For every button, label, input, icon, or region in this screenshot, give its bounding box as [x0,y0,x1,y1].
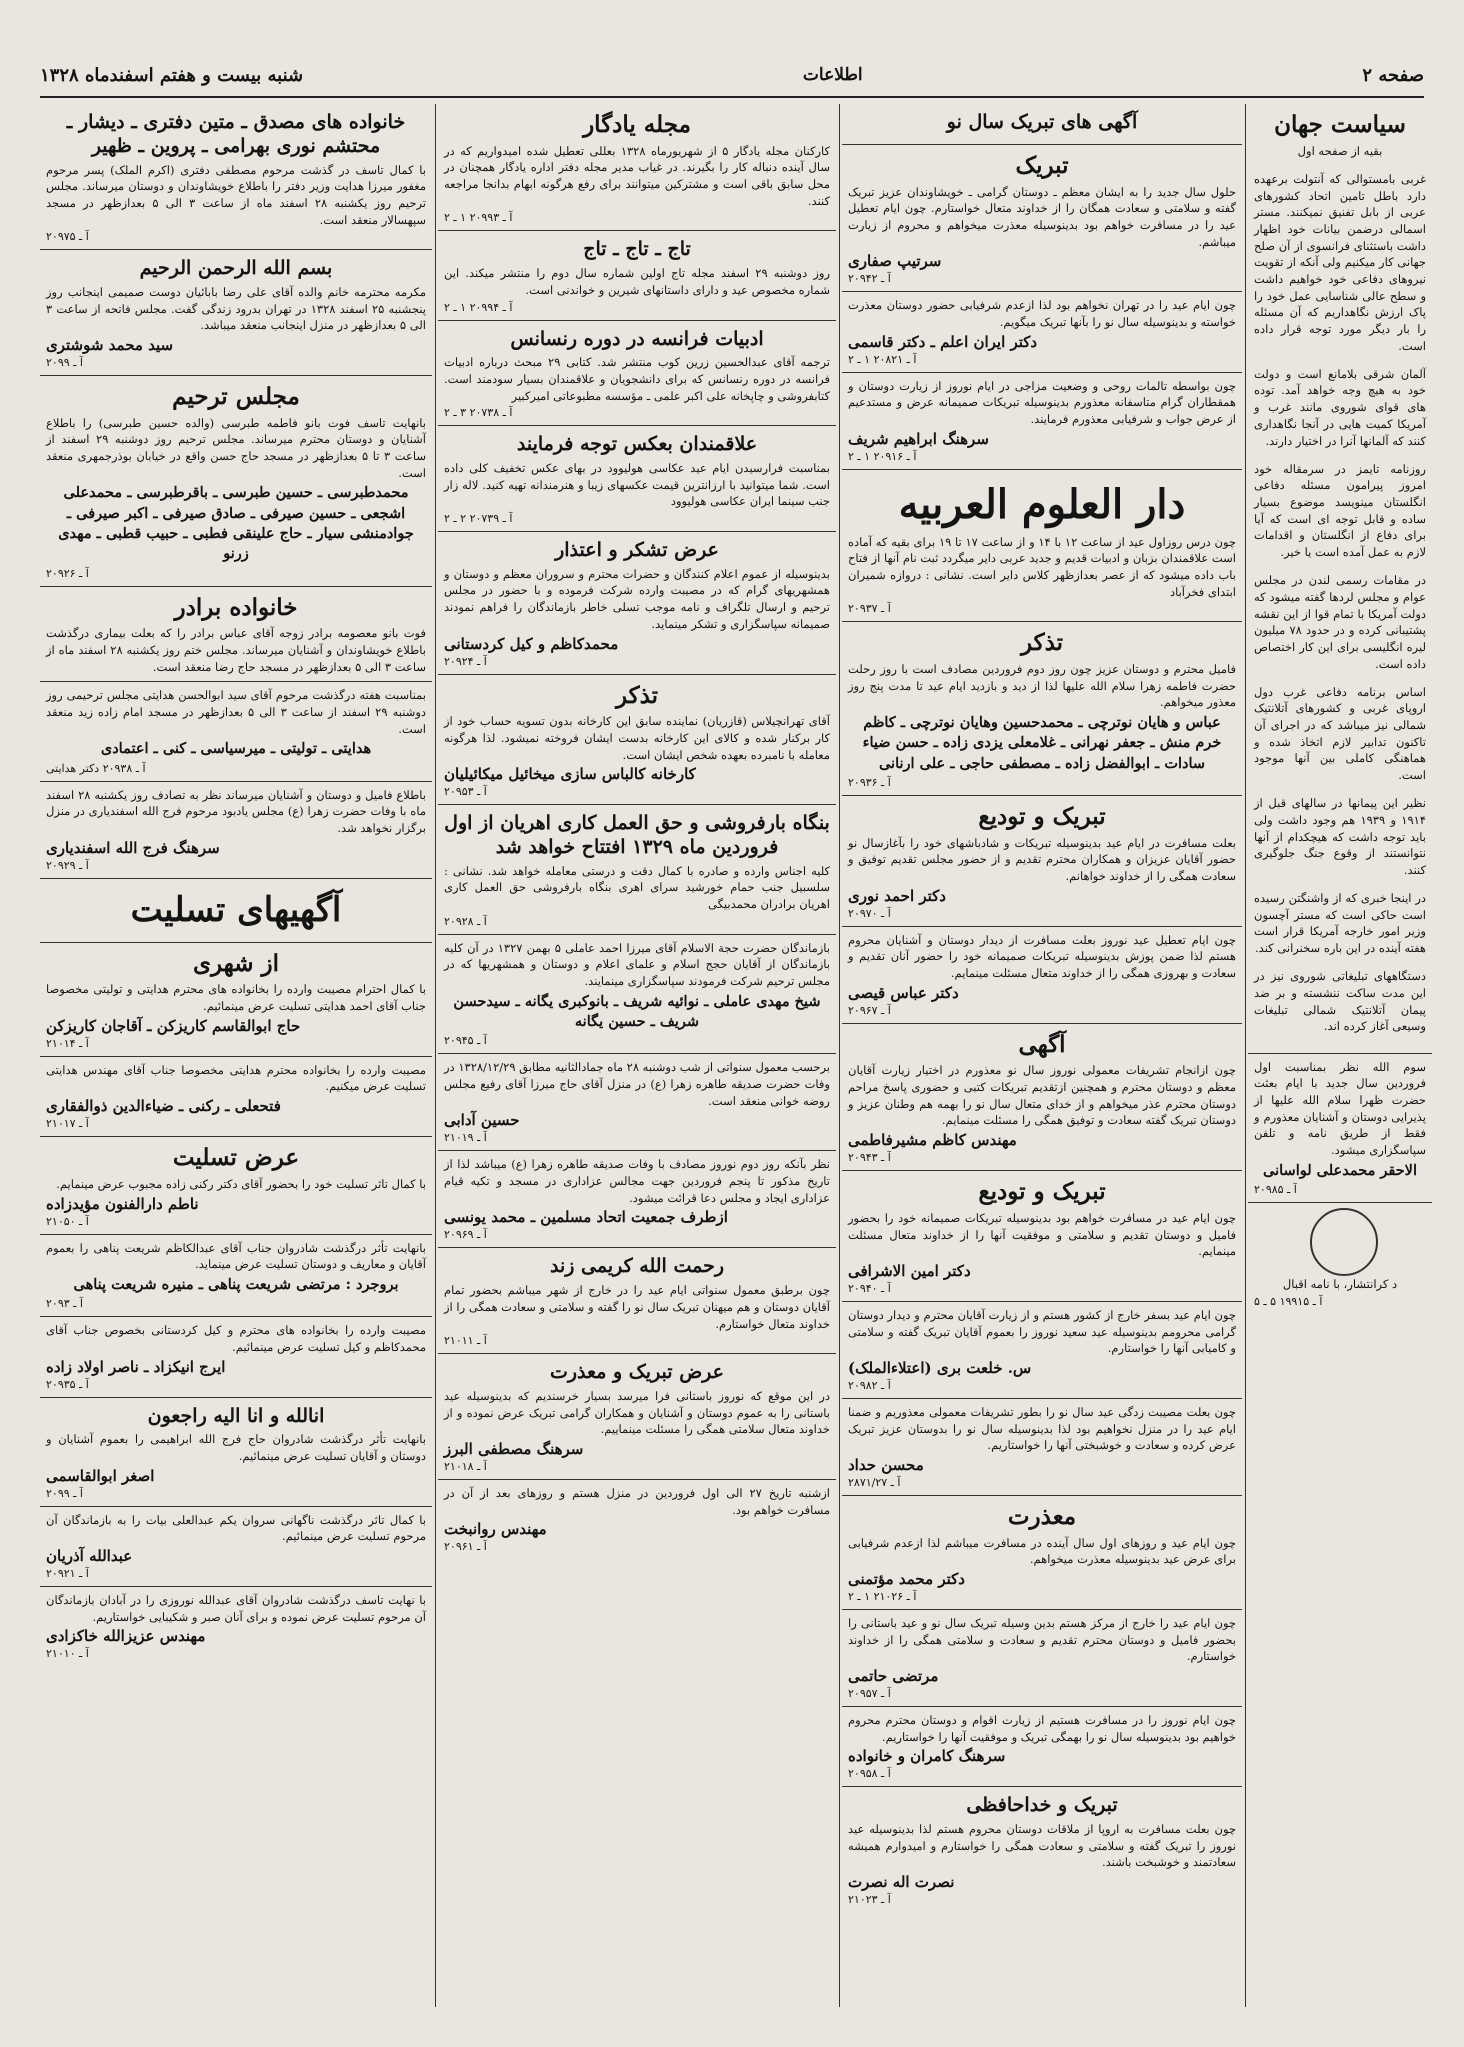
ad-code: آ ـ ۲۰۹۷۵ [46,230,89,244]
ad-block [40,1587,432,1666]
column-divider [1245,104,1246,2007]
ad-signature: سرهنگ مصطفی البرز [444,1439,584,1458]
ad-signature: سرهنگ فرج الله اسفندیاری [46,838,220,857]
ad-block [842,1171,1242,1302]
ad-block [438,805,836,935]
ad-text: بانهایت تاسف فوت بانو فاطمه طبرسی (والده حسین طبرسی) را باطلاع آشنایان و دوستان محترم میرساند. مجلس ترحیم روز دوشنبه ۲۹ اسفند از ساعت ۳ تا ۵ بعدازظهر در مسجد حاج حسن واقع در خیابان بوذرجمهری منعقد است. [46,415,426,480]
ad-code: آ ـ ۲۰۹۶۷ [848,1003,891,1017]
ad-block [842,1610,1242,1707]
ad-signature: عباس و هایان نوترچی ـ محمدحسین وهایان نوترچی ـ کاظم خرم منش ـ جعفر نهرانی ـ غلامعلی یزدی زاده ـ حسن ضیاء سادات ـ ابوالفضل زاده ـ مصطفی حاجی ـ علی ارنانی [862,714,1222,772]
ad-code: آ ـ ۲۰۹۴۳ [848,1151,891,1165]
ad-block [40,1137,432,1234]
ad-text: برحسب معمول سنواتی از شب دوشنبه ۲۸ ماه جمادالثانیه مطابق ۱۳۲۸/۱۲/۲۹ در وفات حضرت صدیقه طاهره زهرا (ع) در منزل آقای حاج میرزا آقای رفیع مجلس روضه خوانی منعقد است. [444,1060,830,1108]
ad-title: تذکر [615,681,659,709]
ad-block [842,1787,1242,1912]
page-header [40,58,1424,92]
ad-text: چون ایام عید بسفر خارج از کشور هستم و از زیارت آقایان محترم و دیدار دوستان گرامی محرومم بدینوسیله عید سعید نوروز را بعموم آقایان تبریک گفته و سلامتی و کامیابی آنها را خواستارم. [848,1307,1236,1356]
ad-block [40,1317,432,1397]
ad-signature: س. خلعت بری (اعتلاءالملک) [848,1358,1032,1377]
ad-code: آ ـ ۲۱۰۵۰ [46,1214,89,1228]
ad-code: آ ـ ۲۱۰۲۳ [848,1893,891,1907]
ad-signature: مرتضی حاتمی [848,1667,939,1686]
page-number: صفحه ۲ [1362,64,1424,86]
article-world-politics [1248,104,1432,1054]
ad-text: با نهایت تاسف درگذشت شادروان آقای عبدالله نوروزی را در آبادان بازماندگان آن مرحوم تسلیت عرض نموده و برای آنان صبر و شکیبایی خواستاریم. [46,1592,426,1624]
ad-block [40,1507,432,1587]
ad-code: آ ـ ۲۰۹۳۷ [848,602,891,616]
continued-note: بقیه از صفحه اول [1297,143,1383,158]
ad-text: با کمال احترام مصیبت وارده را بخانواده های محترم هدایتی و تولیتی مخصوصا جناب آقای احمد هدایتی تسلیت عرض مینمائیم. [46,982,426,1014]
ad-block [40,1057,432,1137]
ad-code: آ ـ ۲۱۰۱۰ [46,1647,89,1661]
ad-title: خانواده برادر [174,593,298,621]
ad-code: آ ـ ۲۰۹۴۵ [444,1034,487,1048]
ad-text: چون ایام عید را خارج از مرکز هستم بدین وسیله تبریک سال نو و عید باستانی را بحضور فامیل و دوستان محترم تقدیم و سعادت و سلامتی همگی را از خداوند خواستارم. [848,1616,1236,1664]
ad-block [40,587,432,683]
ad-text: چون ازانجام تشریفات معمولی نوروز سال نو معذورم در اختیار زیارت آقایان معظم و دوستان محترم و همچنین ازتقدیم تبریکات کتبی و حضوری پاسخ مراحم دوستان محترم عذر میخواهم و از خدای متعال سال نو را بهمه هم وطنان عزیز و دوستان تبریک گفته سعادت و توفیق همگی را مسئلت مینمایم. [848,1063,1236,1128]
ad-block [842,292,1242,372]
ad-block [438,231,836,320]
ad-title: آگهی های تبریک سال نو [946,111,1138,133]
column-announcements [438,104,836,2007]
ad-title: عرض تشکر و اعتذار [555,539,719,562]
ad-block [438,935,836,1055]
newspaper-name: اطلاعات [802,65,863,85]
stamp-caption: د کرانتشار، با نامه اقبال [1282,1276,1398,1291]
ad-block [842,1399,1242,1496]
ad-code: آ ـ ۲۰۹۵۸ [848,1767,891,1781]
ad-signature: شیخ مهدی عاملی ـ نوائیه شریف ـ بانوکبری یگانه ـ سیدحسن شریف ـ حسین یگانه [453,992,821,1031]
ad-code: آ ـ ۲۰۹۲۶ [46,566,89,580]
ad-block [842,470,1242,623]
ad-block [842,927,1242,1024]
ad-title: بنگاه بارفروشی و حق العمل کاری اهریان از اول فروردین ماه ۱۳۲۹ افتتاح خواهد شد [444,812,830,859]
column-divider [435,104,436,2007]
ad-title: انالله و انا الیه راجعون [147,1404,325,1427]
ad-text: سوم الله نظر بمناسبت اول فروردین سال جدید با ایام بعثت حضرت ظهرا سلام الله علیها از پذیرایی دوستان و آشنایان معذورم و فقط از طریق نامه و تلفن سپاسگزاری میشود. [1254,1059,1426,1157]
ad-signature: سرتیپ صفاری [848,252,942,271]
ad-block [40,250,432,376]
ad-block [438,426,836,532]
ad-signature: کارخانه کالباس سازی میخائیل میکائیلیان [444,765,696,784]
ad-title: تاج ـ تاج ـ تاج [583,238,691,261]
ad-code: آ ـ ۲۰۹۲۱ [46,1566,89,1580]
ad-title: تبریک [1015,151,1069,179]
ad-text: با کمال تاثر درگذشت ناگهانی سروان یکم عبدالعلی بیات را به بازماندگان آن مرحوم تسلیت عرض مینمائیم. [46,1512,426,1544]
ad-title: خانواده های مصدق ـ متین دفتری ـ دیشار ـ محتشم نوری بهرامی ـ پروین ـ ظهیر [66,111,406,157]
ad-block [438,1480,836,1559]
ad-code: آ ـ ۲۰۹۲۴ [444,654,487,668]
paragraph: اساس برنامه دفاعی غرب دول اروپای غربی و کشورهای آتلانتیک شمالی نیز میباشد که در اجرای آن تاکنون تدابیر لازم اتخاذ شده و هماهنگی کاملی بین آنها موجود است. [1254,684,1426,783]
ad-block [842,373,1242,470]
ad-code: آ ـ ۲۰۹۹ [46,1486,83,1500]
ad-code: آ ـ ۲۰۷۳۹ ۲ ـ ۲ [444,512,513,526]
ad-text: چون ایام نوروز را در مسافرت هستیم از زیارت اقوام و دوستان محترم محروم خواهیم بود بدینوسیله سال نو را بهمگی تبریک و موفقیت آنها را خواستاریم. [848,1713,1236,1744]
ad-signature: نصرت اله نصرت [848,1873,955,1892]
ad-signature: فتحعلی ـ رکنی ـ ضیاءالدین ذوالفقاری [46,1097,281,1116]
ad-block [438,1354,836,1480]
ad-text: با کمال تاثر تسلیت خود را بحضور آقای دکتر رکنی زاده مجبوب عرض مینمایم. [56,1176,426,1191]
paragraph: در اینجا خبری که از واشنگتن رسیده است حاکی است که مستر آچسون وزیر امور خارجه آمریکا قرار است هفته آینده در این باره سخنرانی کند. [1254,891,1426,956]
ad-text: مصیبت وارده را بخانواده های محترم و کیل کردستانی بخصوص جناب آقای محمدکاظم و کیل تسلیت عرض مینمائیم. [46,1323,426,1354]
ad-title: تبریک و تودیع [978,1178,1106,1206]
ad-block [40,782,432,879]
ad-text: فامیل محترم و دوستان عزیز چون روز دوم فروردین مصادف است با روز رحلت حضرت فاطمه زهرا سلام الله علیها لذا از دید و بازدید ایام عید تا مدت پنج روز معذور میخواهم. [848,661,1236,710]
ad-code: آ ـ ۲۰۹۴۰ [848,1281,891,1295]
column-greetings [842,104,1242,2007]
ad-block [842,1707,1242,1787]
paragraph: نظیر این پیمانها در سالهای قبل از ۱۹۱۴ و ۱۹۳۹ هم وجود داشت ولی باید توجه داشت که هیچکدام از آنها نتوانستند از وقوع جنگ جلوگیری کنند. [1254,796,1426,877]
ad-text: بازماندگان حضرت حجة الاسلام آقای میرزا احمد عاملی ۵ بهمن ۱۳۲۷ در آن کلیه بازماندگان از آقایان حجج اسلام و علمای اعلام و دوستان و همشهریها که در مجلس ترحیم شرکت فرمودند سپاسگزاری مینمایند. [444,940,830,989]
ad-code: آ ـ ۲۰۹۹۴ ۱ ـ ۲ [444,300,513,314]
ad-title: تبریک و خداحافظی [966,1794,1118,1817]
ad-block [40,1235,432,1318]
ad-block [40,682,432,781]
ad-block [842,622,1242,796]
ad-text: بانهایت تأثر درگذشت شادروان جناب آقای عبدالکاظم شریعت پناهی را بعموم آقایان و معاریف و دوستان تسلیت عرض مینماید. [46,1240,426,1272]
ad-code: آ ـ ۲۰۹۸۲ [848,1378,891,1392]
ad-block [40,1398,432,1507]
ad-code: آ ـ ۲۱۰۱۸ [444,1459,487,1473]
ad-text: روز دوشنبه ۲۹ اسفند مجله تاج اولین شماره سال دوم را منتشر میکند. این شماره مخصوص عید و دارای داستانهای شیرین و خواندنی است. [444,266,830,297]
ad-block [438,1151,836,1248]
ad-text: چون ایام عید در مسافرت خواهم بود بدینوسیله تبریکات صمیمانه خود را بحضور فامیل و دوستان تقدیم و سلامتی و موفقیت آنها را از خداوند متعال مسئلت مینمایم. [848,1210,1237,1259]
ad-text: چون ایام عید و روزهای اول سال آینده در مسافرت میباشم لذا ازعدم شرفیابی برای عرض عید بدینوسیله معذرت میخواهم. [848,1535,1236,1567]
ad-code: آ ـ ۲۰۹۱۶ ۱ ـ ۲ [848,449,917,463]
ad-code: آ ـ ۲۰۹۵۳ [444,785,487,799]
ad-signature: دکتر عباس قیصی [848,983,959,1002]
ad-title: آگهی [1018,1030,1066,1058]
article-title: سیاست جهان [1274,111,1406,138]
issue-date: شنبه بیست و هفتم اسفندماه ۱۳۲۸ [40,64,304,86]
ad-block [842,1496,1242,1610]
ad-block [842,104,1242,145]
ad-text: کارکنان مجله یادگار ۵ از شهریورماه ۱۳۲۸ بعللی تعطیل شده امیدواریم که در سال آینده دنباله کار را بگیرند. در غیاب مدیر مجله دفتر اداره یادگار همچنان در محل سابق باقی است و مشترکین میتوانند برای رفع هرگونه ابهام بدانجا مراجعه کنند. [444,143,830,208]
ad-code: آ ـ ۲۰۹۳ [46,1297,83,1311]
ad-block [438,321,836,427]
ad-signature: سرهنگ کامران و خانواده [848,1747,1006,1766]
ad-block [842,145,1242,292]
ad-text: باطلاع فامیل و دوستان و آشنایان میرساند نظر به تصادف روز یکشنبه ۲۸ اسفند ماه با وفات حضرت زهرا (ع) مجلس یادبود مرحوم فرج الله اسفندیاری در منزل برگزار نخواهد شد. [46,787,426,835]
ad-code: آ ـ ۲۰۹۷۰ [848,906,891,920]
ad-block [438,104,836,231]
ad-signature: مهندس کاظم مشیرفاطمی [848,1131,1017,1150]
ad-text: چون برطبق معمول سنواتی ایام عید را در خارج از شهر میباشم بحضور تمام آقایان دوستان و هم میهنان تبریک سال نو را گفته و سلامتی و سعادت همگی را از خداوند متعال خواستارم. [444,1283,830,1331]
ad-signature: محمدطبرسی ـ حسین طبرسی ـ باقرطبرسی ـ محمدعلی اشجعی ـ حسین صیرفی ـ صادق صیرفی ـ اکبر صیرفی ـ جوادمنشی سیار ـ حاج علینقی فطبی ـ حبیب قطبی ـ مهدی زرنو [58,484,414,563]
ad-text: چون بواسطه تالمات روحی و وضعیت مزاجی در ایام نوروز از زیارت دوستان و همقطاران گرام متاسفانه معذورم بدینوسیله تبریکات صمیمانه عرض و مستدعیم از عرض جواب و شرفیابی معذورم فرمایند. [848,378,1236,426]
ad-text: چون بعلت مسافرت به اروپا از ملاقات دوستان محروم هستم لذا بدینوسیله عید نوروز را تبریک گفته و سلامتی و سعادت همگی را خواستارم و امیدوارم همیشه سعادتمند و خوشبخت باشند. [848,1822,1236,1870]
ad-text: حلول سال جدید را به ایشان معظم ـ دوستان گرامی ـ خویشاوندان عزیز تبریک گفته و سلامتی و سعادت همگان را از خداوند متعال خواستارم. چون ایام تعطیل عید را در مسافرت خواهم بود بدینوسیله معذرت میخواهم و محروم از زیارت میباشم. [848,184,1236,249]
ad-code: آ ـ ۲۰۹۳۸ دکتر هدایتی [46,761,146,775]
ad-text: بمناسبت هفته درگذشت مرحوم آقای سید ابوالحسن هدایتی مجلس ترحیمی روز دوشنبه ۲۹ اسفند از ساعت ۳ الی ۵ بعدازظهر در مسجد امام زاده زید منعقد است. [46,688,427,736]
ad-title: عرض تسلیت [172,1144,300,1172]
ad-title: آگهیهای تسلیت [130,889,342,930]
ad-signature: دکتر محمد مؤتمنی [848,1570,965,1588]
ad-signature: سرهنگ ابراهیم شریف [848,429,989,448]
ad-title: از شهری [192,949,280,977]
ad-title: دار العلوم العربیه [898,480,1186,528]
ad-code: آ ـ ۲۰۷۳۸ ۳ ـ ۲ [444,406,513,420]
ad-text: چون ایام عید را در تهران نخواهم بود لذا ازعدم شرفیابی حضور دوستان معذرت خواسته و بدینوسیله سال نو را بآنها تبریک میگویم. [848,298,1236,329]
ad-code: آ ـ ۲۰۹۴۲ [848,272,891,286]
ad-block [40,879,432,943]
ad-text: مصیبت وارده را بخانواده محترم هدایتی مخصوصا جناب آقای مهندس هدایتی تسلیت عرض میکنیم. [46,1062,426,1094]
ad-text: نظر بآنکه روز دوم نوروز مصادف با وفات صدیقه طاهره زهرا (ع) میباشد لذا از تاریخ مذکور تا پنجم فروردین جهت مجالس عزاداری در مسجد و تکیه قیام عزاداری ایجاد و مجلس دعا قرائت میشود. [444,1157,830,1205]
stamp-block [1248,1203,1432,1314]
ad-block [40,376,432,587]
ad-signature: مهندس عزیزالله خاکزادی [46,1627,206,1646]
ad-code: آ ـ ۲۱۰۱۱ [444,1334,487,1348]
ad-text: چون ایام تعطیل عید نوروز بعلت مسافرت از دیدار دوستان و آشنایان محروم هستم لذا ضمن پوزش بدینوسیله تبریکات صمیمانه خود را حضور آنان تقدیم و سعادت و بهروزی همگی را از خداوند متعال مسئلت مینمایم. [848,932,1236,980]
ad-code: آ ـ ۱۹۹۱۵ ۵ ـ ۵ [1254,1294,1323,1308]
ad-text: بانهایت تأثر درگذشت شادروان حاج فرج الله ابراهیمی را بعموم آشنایان و دوستان و آقایان تسلیت عرض مینمائیم. [46,1432,426,1463]
ad-code: آ ـ ۲۰۹۵۷ [848,1687,891,1701]
ad-block [438,1248,836,1354]
ad-signature: حسین آدابی [444,1111,520,1130]
column-world-politics [1248,104,1432,2007]
paragraph: روزنامه تایمز در سرمقاله خود امروز پیرامون مسئله دفاعی انگلستان مینویسد موضوع بسیار ساده و قابل توجه ای است که آیا برای دفاع از انگلستان و اقدامات لازم به عمل آمده است یا خیر. [1254,461,1426,560]
ad-code: آ ـ ۲۰۹۶۱ [444,1540,487,1554]
ad-text: در این موقع که نوروز باستانی فرا میرسد بسیار خرسندیم که بدینوسیله عید باستانی را به عموم دوستان و آشنایان و همکاران گرامی تبریک عرض نموده و از خداوند متعال سلامتی همگی را مسئلت مینماییم. [444,1388,830,1437]
ad-text: مکرمه محترمه خانم والده آقای علی رضا بابائیان دوست صمیمی اینجانب روز پنجشنبه ۲۵ اسفند ۱۳۲۸ در تهران بدرود زندگی گفت. مجلس فاتحه از ساعت ۳ الی ۵ بعدازظهر در منزل اینجانب منعقد میباشد. [46,284,426,333]
ad-title: مجله یادگار [583,111,691,138]
ad-signature: مهندس روانبخت [444,1520,547,1539]
ad-block [438,532,836,674]
ad-title: تذکر [1020,629,1064,657]
ad-code: آ ـ ۲۱۰۱۷ [46,1117,89,1131]
ad-block [40,104,432,250]
paragraph: غربی بامستوالی که آنتولت برعهده دارد باطل تامین اتحاد کشورهای عربی از بابل تفنیق نمیکنند. مستر اسمالی درضمن بیانات خود اظهار داشت باستثنای فرانسوی از آن صلح جهانی کار میکنیم ولی آنکه از تقویت نیروهای دفاعی خود خواهیم داشت و سطح عالی شناسایی عمل خود را پاک ارزش نگاهداریم که آن مسئله را بار دیگر مورد توجه قرار داده است. [1254,171,1426,353]
ad-signature: دکتر امین الاشرافی [848,1261,971,1280]
ad-signature: محمدکاظم و کیل کردستانی [444,634,619,653]
header-rule [40,96,1424,98]
office-stamp-icon [1310,1208,1378,1276]
ad-title: بسم الله الرحمن الرحیم [139,257,333,280]
ad-code: آ ـ ۲۱۰۲۶ ۱ ـ ۲ [848,1590,917,1603]
ad-code: آ ـ ۲۰۹۸۵ [1254,1182,1297,1196]
ad-text: کلیه اجناس وارده و صادره با کمال دقت و درستی معامله خواهد شد. نشانی : سلسبیل جنب حمام خورشید سرای اهری بنگاه بارفروشی حق العمل کاری اهریان برادران محمدبیگی [444,863,830,912]
ad-code: آ ـ ۲۸۷۱/۲۷ [848,1475,901,1489]
paragraph: آلمان شرقی بلامانع است و دولت خود به هیچ وجه خواهد آمد. توده های قوای شوروی مانند غرب و آمریکا کمیت هایی در آنجا نگاهداری کنند که آلمانها آنرا در اختیار دارند. [1254,366,1426,448]
ad-signature: الاحقر محمدعلی لواسانی [1263,1161,1417,1179]
notice-ad [1248,1054,1432,1203]
ad-block [438,1054,836,1151]
ad-text: بدینوسیله از عموم اعلام کنندگان و حضرات محترم و سروران معظم و دوستان و همشهریهای گرام که در مصیبت وارده شرکت فرموده و با حضور در مجلس ترحیم و ارسال تلگراف و نامه موجب تسلی خاطر بازماندگان را فراهم نمودند صمیمانه سپاسگزاری و تشکر مینماید. [444,566,830,631]
ad-signature: بروجرد : مرتضی شریعت پناهی ـ منیره شریعت پناهی [73,1275,399,1293]
ad-text: چون درس روزاول عید از ساعت ۱۲ با ۱۴ و از ساعت ۱۷ تا ۱۹ برای بقیه که آماده است علاقمندان بزبان و ادبیات قدیم و جدید عربی دایر میگردد ثبت نام آنها از فتاح باب داده میشود که از عصر بعدازظهر کلاس دایر است. نشانی : دروازه شمیران ابتدای فخرآباد [848,534,1237,599]
ad-text: چون بعلت مصیبت زدگی عید سال نو را بطور تشریفات معمولی معذوریم و ضمنا ایام عید را در منزل نخواهیم بود لذا بدینوسیله سال نو را بدوستان عزیز تبریک عرض کرده و سعادت و خوشبختی آنها را خواستاریم. [848,1404,1236,1453]
ad-signature: سید محمد شوشتری [46,335,174,354]
ad-code: آ ـ ۲۰۹۹۳ ۱ ـ ۲ [444,211,513,225]
ad-title: رحمت الله کریمی زند [549,1255,725,1278]
ad-code: آ ـ ۲۰۹۳۵ [46,1377,89,1391]
ad-title: عرض تبریک و معذرت [550,1361,724,1384]
ad-text: بعلت مسافرت در ایام عید بدینوسیله تبریکات و شادباشهای خود را بآغازسال نو حضور آقایان عزیزان و همکاران محترم تقدیم و از حضور مجلس تقدیم توفیق و سعادت همگی را از خداوند خواهانم. [848,835,1236,883]
ad-text: بمناسبت فرارسیدن ایام عید عکاسی هولیوود در بهای عکس تخفیف کلی داده است. شما میتوانید با ارزانترین قیمت عکسهای زیبا و هنرمندانه تهیه کنید. لاله زار جنب سینما ایران عکاسی هولیوود [444,461,830,509]
paragraph: دستگاههای تبلیغاتی شوروی نیز در این مدت ساکت ننشسته و بر ضد پیمان آتلانتیک شمالی تبلیغات وسیعی آغاز کرده اند. [1254,969,1426,1034]
ad-signature: دکتر ایران اعلم ـ دکتر قاسمی [848,332,1038,351]
ad-text: ازشنبه تاریخ ۲۷ الی اول فروردین در منزل هستم و روزهای بعد از آن در مسافرت خواهم بود. [444,1485,830,1517]
ad-title: معذرت [1007,1502,1077,1530]
ad-text: ترجمه آقای عبدالحسین زرین کوب منتشر شد. کتابی ۲۹ مبحث درباره ادبیات فرانسه در دوره رنسانس که برای دانشجویان و علاقمندان بسیار سودمند است. کتابفروشی و چاپخانه علی اکبر علمی ـ مؤسسه مطبوعاتی امیرکبیر [444,355,830,403]
column-divider [839,104,840,2007]
ad-signature: حاج ابوالقاسم کاریزکن ـ آقاجان کاریزکن [46,1016,301,1035]
ad-title: مجلس ترحیم [172,382,300,410]
ad-code: آ ـ ۲۰۹۶۹ [444,1228,487,1242]
ad-signature: هدایتی ـ تولیتی ـ میرسیاسی ـ کنی ـ اعتمادی [100,740,372,758]
ad-block [842,1024,1242,1171]
ad-signature: ازطرف جمعیت اتحاد مسلمین ـ محمد یونسی [444,1208,728,1227]
ad-block [438,675,836,806]
ad-code: آ ـ ۲۱۰۱۹ [444,1131,487,1145]
ad-code: آ ـ ۲۰۹۳۶ [848,775,891,789]
column-condolences [40,104,432,2007]
ad-title: علاقمندان بعکس توجه فرمایند [516,433,758,456]
ad-code: آ ـ ۲۰۸۲۱ ۱ ـ ۲ [848,352,917,366]
ad-signature: محسن حداد [848,1455,924,1474]
paragraph: در مقامات رسمی لندن در مجلس عوام و مجلس لردها گفته میشود که دولت آمریکا با تمام قوا از این نقشه پشتیبانی کرده و در حدود ۷۸ میلیون لیره انگلیسی برای این کار اختصاص داده است. [1254,573,1427,671]
ad-signature: ایرج انیکزاد ـ ناصر اولاد زاده [46,1357,226,1376]
ad-text: آقای تهرانچیلاس (قازریان) نماینده سابق این کارخانه بدون تسویه حساب خود از کار برکنار شده و کالای این کارخانه بدست ایشان فروخته نمیشود. لذا هرگونه معامله با نامبرده بعهده شخص ایشان است. [444,714,830,762]
ad-signature: اصغر ابوالقاسمی [46,1466,155,1485]
ad-code: آ ـ ۲۱۰۱۴ [46,1036,89,1050]
ad-signature: ناطم دارالفنون مؤیدزاده [46,1194,199,1213]
ad-block [842,796,1242,927]
ad-text: فوت بانو معصومه برادر زوجه آقای عباس برادر را که بعلت بیماری درگذشت باطلاع خویشاوندان و آشنایان میرساند. مجلس ختم روز یکشنبه ۲۸ اسفند ماه از ساعت ۳ الی ۵ بعدازظهر در مسجد حاج رضا منعقد است. [46,626,427,674]
ad-block [40,943,432,1057]
ad-title: ادبیات فرانسه در دوره رنسانس [510,327,764,350]
ad-code: آ ـ ۲۰۹۹ [46,355,83,369]
ad-block [842,1302,1242,1399]
ad-code: آ ـ ۲۰۹۲۹ [46,858,89,872]
ad-signature: عبدالله آذریان [46,1546,133,1565]
ad-signature: دکتر احمد نوری [848,886,946,905]
ad-title: تبریک و تودیع [978,802,1106,830]
ad-code: آ ـ ۲۰۹۲۸ [444,914,487,928]
ad-text: با کمال تاسف در گذشت مرحوم مصطفی دفتری (اکرم الملک) پسر مرحوم مغفور میرزا هدایت وزیر دفتر را باطلاع خویشاوندان و دوستان میرساند. مجلس ترحیم روز یکشنبه ۲۸ اسفند ماه از ساعت ۳ الی ۵ بعدازظهر در مسجد سپهسالار منعقد است. [46,162,426,227]
